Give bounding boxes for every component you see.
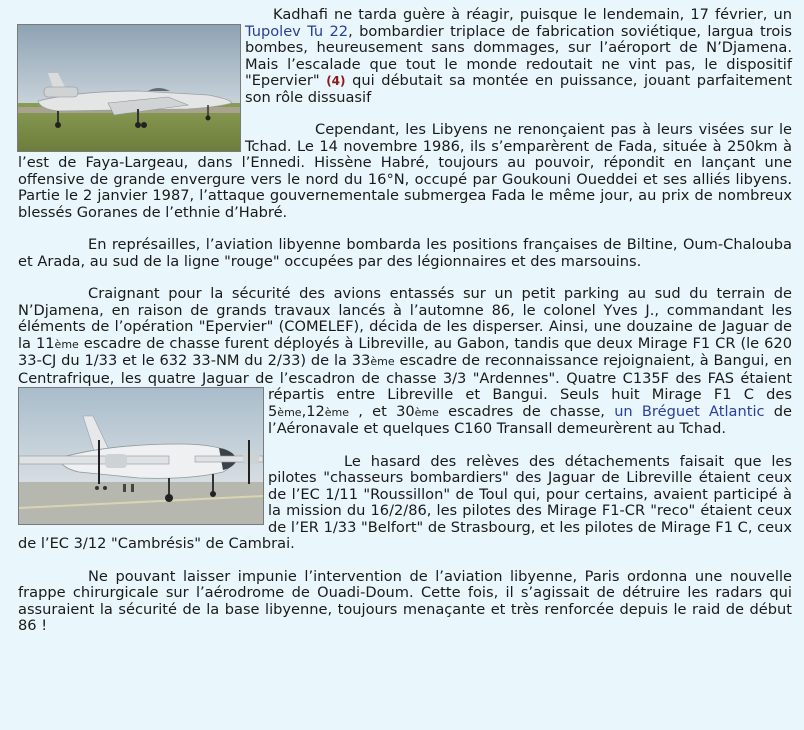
ordinal-suffix: ème: [324, 405, 350, 419]
p1-text-middle: , bombardier triplace de fabrication soviétique, largua trois bombes, heureusement sans dommages, sur l’aéroport de N’Djamena. Mais l’escalade que tout le monde redoutait ne vint pas, le dispositif "Epervier": [245, 22, 792, 89]
breguet-atlantic-link[interactable]: un Bréguet Atlantic: [614, 402, 765, 420]
paragraph-reprisals: En représailles, l’aviation libyenne bombarda les positions françaises de Biltine, Oum-Chalouba et Arada, au sud de la ligne "rouge" occupées par des légionnaires et des marsouins.: [18, 236, 792, 270]
p4-text-5: , et 30: [349, 402, 415, 420]
p1-text-before: Kadhafi ne tarda guère à réagir, puisque le lendemain, 17 février, un: [273, 6, 792, 23]
p4-text-3-tail: Libreville et Bangui. Seuls huit Mirage F1 C des 5: [268, 386, 792, 420]
p4-text-2: escadre de chasse furent déployés à Libreville, au Gabon, tandis que deux Mirage F1 CR (le 620 33-CJ du 1/33 et le 632 33-NM du 2/33) de la 33: [18, 334, 792, 369]
ordinal-suffix: ème: [370, 355, 395, 368]
ordinal-suffix: ème: [54, 337, 79, 351]
p4-text-1: Craignant pour la sécurité des avions entassés sur un petit parking au sud du terrain de N’Djamena, en raison de grands travaux lancés à l’automne 86, le colonel Yves J., commandant les éléments de l’opération "Epervier" (COMELEF), décida de les disperser. Ainsi, une douzaine de Jaguar de la 11: [18, 285, 792, 352]
p1-text-after: qui débutait sa montée en puissance, jouant parfaitement son rôle dissuasif: [245, 72, 793, 106]
paragraph-fada: Cependant, les Libyens ne renonçaient pas à leurs visées sur le Tchad. Le 14 novembre 1986, ils s’emparèrent de Fada, située à 250km à l’est de Faya-Largeau, dans l’Ennedi. Hissène Habré, toujours au pouvoir, répondit en lançant une offensive de grande envergure vers le nord du 16°N, occupé par Goukouni Oueddei et ses alliés libyens. Partie le 2 janvier 1987, l’attaque gouvernementale submergea Fada le même jour, au prix de nombreux blessés Goranes de l’ethnie d’Habré.: [18, 121, 792, 221]
p4-text-7: de l’Aéronavale et quelques C160 Transall demeurèrent au Tchad.: [268, 402, 793, 437]
p4-text-6: escadres de chasse,: [438, 402, 615, 420]
tupolev-photo: [17, 24, 241, 152]
p4-text-4: ,12: [301, 402, 325, 420]
ordinal-suffix: ème: [277, 405, 302, 419]
paragraph-dispersal: [18, 286, 792, 438]
ordinal-suffix: ème: [414, 405, 439, 419]
p4-text-3-head: escadre de reconnaissance rejoignaient, à Bangui, en Centrafrique, les quatre Jaguar de l’escadron de chasse 3/3 "Ardennes". Quatre C135F des FAS étaient répartis entre: [18, 352, 792, 403]
paragraph-ouadi-doum: Ne pouvant laisser impunie l’intervention de l’aviation libyenne, Paris ordonna une nouvelle frappe chirurgicale sur l’aérodrome de Ouadi-Doum. Cette fois, il s’agissait de détruire les radars qui assuraient la sécurité de la base libyenne, toujours menaçante et très renforcée depuis le raid de début 86 !: [18, 567, 792, 634]
atlantic-photo: [18, 387, 264, 525]
paragraph-pilots: Le hasard des relèves des détachements faisait que les pilotes "chasseurs bombardiers" des Jaguar de Libreville étaient ceux de l’EC 1/11 "Roussillon" de Toul qui, pour certains, avaient participé à la mission du 16/2/86, les pilotes des Mirage F1-CR "reco" étaient ceux de l’ER 1/33 "Belfort" de Strasbourg, et les pilotes de Mirage F1 C, ceux de l’EC 3/12 "Cambrésis" de Cambrai.: [18, 452, 792, 552]
tupolev-link[interactable]: Tupolev Tu 22: [245, 22, 349, 40]
footnote-ref-4[interactable]: (4): [326, 74, 346, 88]
